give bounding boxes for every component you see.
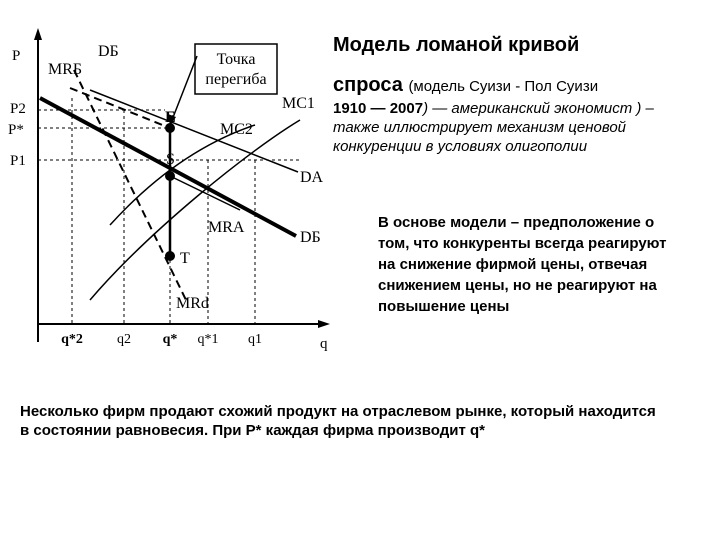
model-basis-text: В основе модели – предположение о том, что конкуренты всегда реагируют на снижение фирмой цены, отвечая снижением цены, но не реагируют на повышение цены [378, 214, 667, 315]
heading-author: Пол Суизи [524, 78, 599, 95]
p1-label: P1 [10, 153, 26, 169]
kink-point-callout [168, 44, 277, 126]
heading-line1: Модель ломаной кривой [333, 34, 580, 56]
q2star-label: q*2 [61, 332, 83, 347]
axis-y-label: P [12, 48, 21, 64]
mrd-label: MRd [176, 295, 209, 312]
description-line3: конкуренции в условиях олигополии [333, 138, 588, 155]
axis-x-label: q [320, 336, 328, 352]
db-bottom-label: DБ [300, 229, 321, 246]
mc2-label: MC2 [220, 121, 253, 138]
axis-labels [8, 48, 328, 352]
mra-curve [170, 176, 240, 210]
heading-paren: (модель Суизи - [408, 78, 525, 95]
point-t [165, 251, 175, 261]
heading-line2 [333, 74, 598, 97]
p2-label: P2 [10, 101, 26, 117]
mc1-label: MC1 [282, 95, 315, 112]
callout-arrow-line [172, 56, 197, 120]
description-line2: также иллюстрирует механизм ценовой [333, 119, 627, 136]
bottom-text: Несколько фирм продают схожий продукт на отраслевом рынке, который находится в состоянии равновесия. При P* каждая фирма производит q* [20, 403, 656, 439]
curves [40, 70, 300, 300]
point-e-label: E [165, 109, 176, 126]
heading-main: спроса [333, 74, 403, 96]
callout-line1: Точка [216, 51, 256, 68]
mc1-curve [90, 120, 300, 300]
callout-line2: перегиба [205, 71, 267, 88]
pstar-label: P* [8, 122, 24, 138]
q2-label: q2 [117, 332, 131, 347]
point-s-label: S [166, 151, 175, 168]
description [333, 99, 713, 156]
y-axis-arrow [34, 28, 42, 40]
point-t-label: T [180, 250, 190, 267]
qstar-label: q* [162, 332, 178, 347]
mrb-label: MRБ [48, 61, 83, 78]
x-axis-arrow [318, 320, 330, 328]
q1star-label: q*1 [197, 332, 219, 347]
mra-label: MRA [208, 219, 245, 236]
q1-label: q1 [248, 332, 262, 347]
point-s [165, 171, 175, 181]
description-rest: ) — американский экономист ) – [423, 100, 654, 117]
kinked-demand-diagram [0, 0, 340, 360]
da-label: DA [300, 169, 324, 186]
db-top-label: DБ [98, 43, 119, 60]
description-years: 1910 — 2007 [333, 100, 424, 117]
